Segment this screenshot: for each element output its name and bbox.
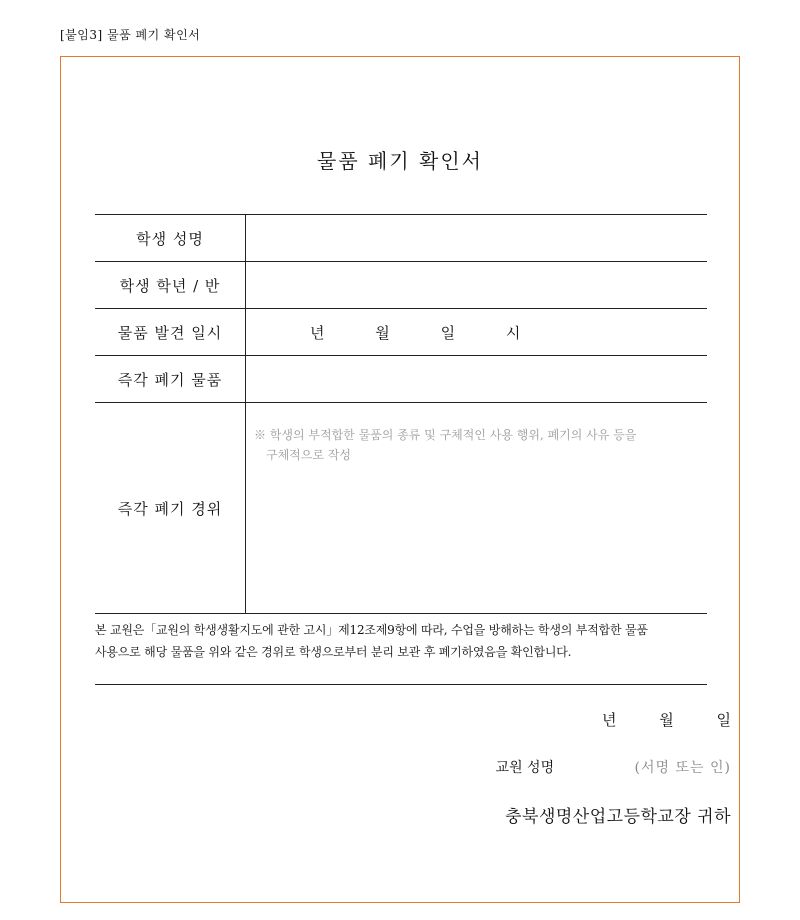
table-row-discarded-item	[95, 356, 707, 403]
reason-note-line1: ※ 학생의 부적합한 물품의 종류 및 구체적인 사용 행위, 폐기의 사유 등을	[254, 428, 637, 442]
discarded-item-field[interactable]	[246, 356, 708, 403]
table-row-discard-process	[95, 403, 707, 614]
recipient: 충북생명산업고등학교장 귀하	[505, 807, 731, 827]
divider	[95, 684, 707, 685]
statement-line-2: 사용으로 해당 물품을 위와 같은 경위로 학생으로부터 분리 보관 후 폐기하였음을 확인합니다.	[95, 645, 572, 659]
student-grade-label: 학생 학년 / 반	[95, 262, 246, 309]
attachment-label: [붙임3] 물품 폐기 확인서	[60, 28, 201, 42]
student-name-label: 학생 성명	[95, 215, 246, 262]
hour-unit: 시	[505, 323, 521, 342]
found-datetime-field[interactable]	[246, 309, 708, 356]
year-unit: 년	[310, 323, 325, 342]
teacher-name-label: 교원 성명	[495, 760, 555, 776]
signature-date	[602, 709, 731, 730]
student-grade-field[interactable]	[246, 262, 708, 309]
info-table	[95, 214, 707, 614]
signature-year-unit: 년	[601, 711, 617, 729]
sign-hint: (서명 또는 인)	[634, 760, 731, 776]
signature-month-unit: 월	[659, 711, 674, 729]
form-frame	[60, 56, 740, 903]
discard-process-field[interactable]	[246, 403, 708, 614]
day-unit: 일	[440, 323, 456, 342]
reason-note-line2: 구체적으로 작성	[266, 448, 351, 462]
month-unit: 월	[375, 323, 390, 342]
table-row-student-name	[95, 215, 707, 262]
student-name-field[interactable]	[246, 215, 708, 262]
teacher-signature-line	[496, 757, 731, 777]
confirmation-statement	[95, 619, 707, 663]
discard-process-label: 즉각 폐기 경위	[95, 403, 246, 614]
table-row-student-grade	[95, 262, 707, 309]
found-datetime-label: 물품 발견 일시	[95, 309, 246, 356]
signature-day-unit: 일	[716, 711, 731, 729]
statement-line-1: 본 교원은「교원의 학생생활지도에 관한 고시」제12조제9항에 따라, 수업을 방해하는 학생의 부적합한 물품	[95, 623, 648, 637]
form-title: 물품 폐기 확인서	[317, 149, 483, 173]
table-row-found-datetime	[95, 309, 707, 356]
discarded-item-label: 즉각 폐기 물품	[95, 356, 246, 403]
